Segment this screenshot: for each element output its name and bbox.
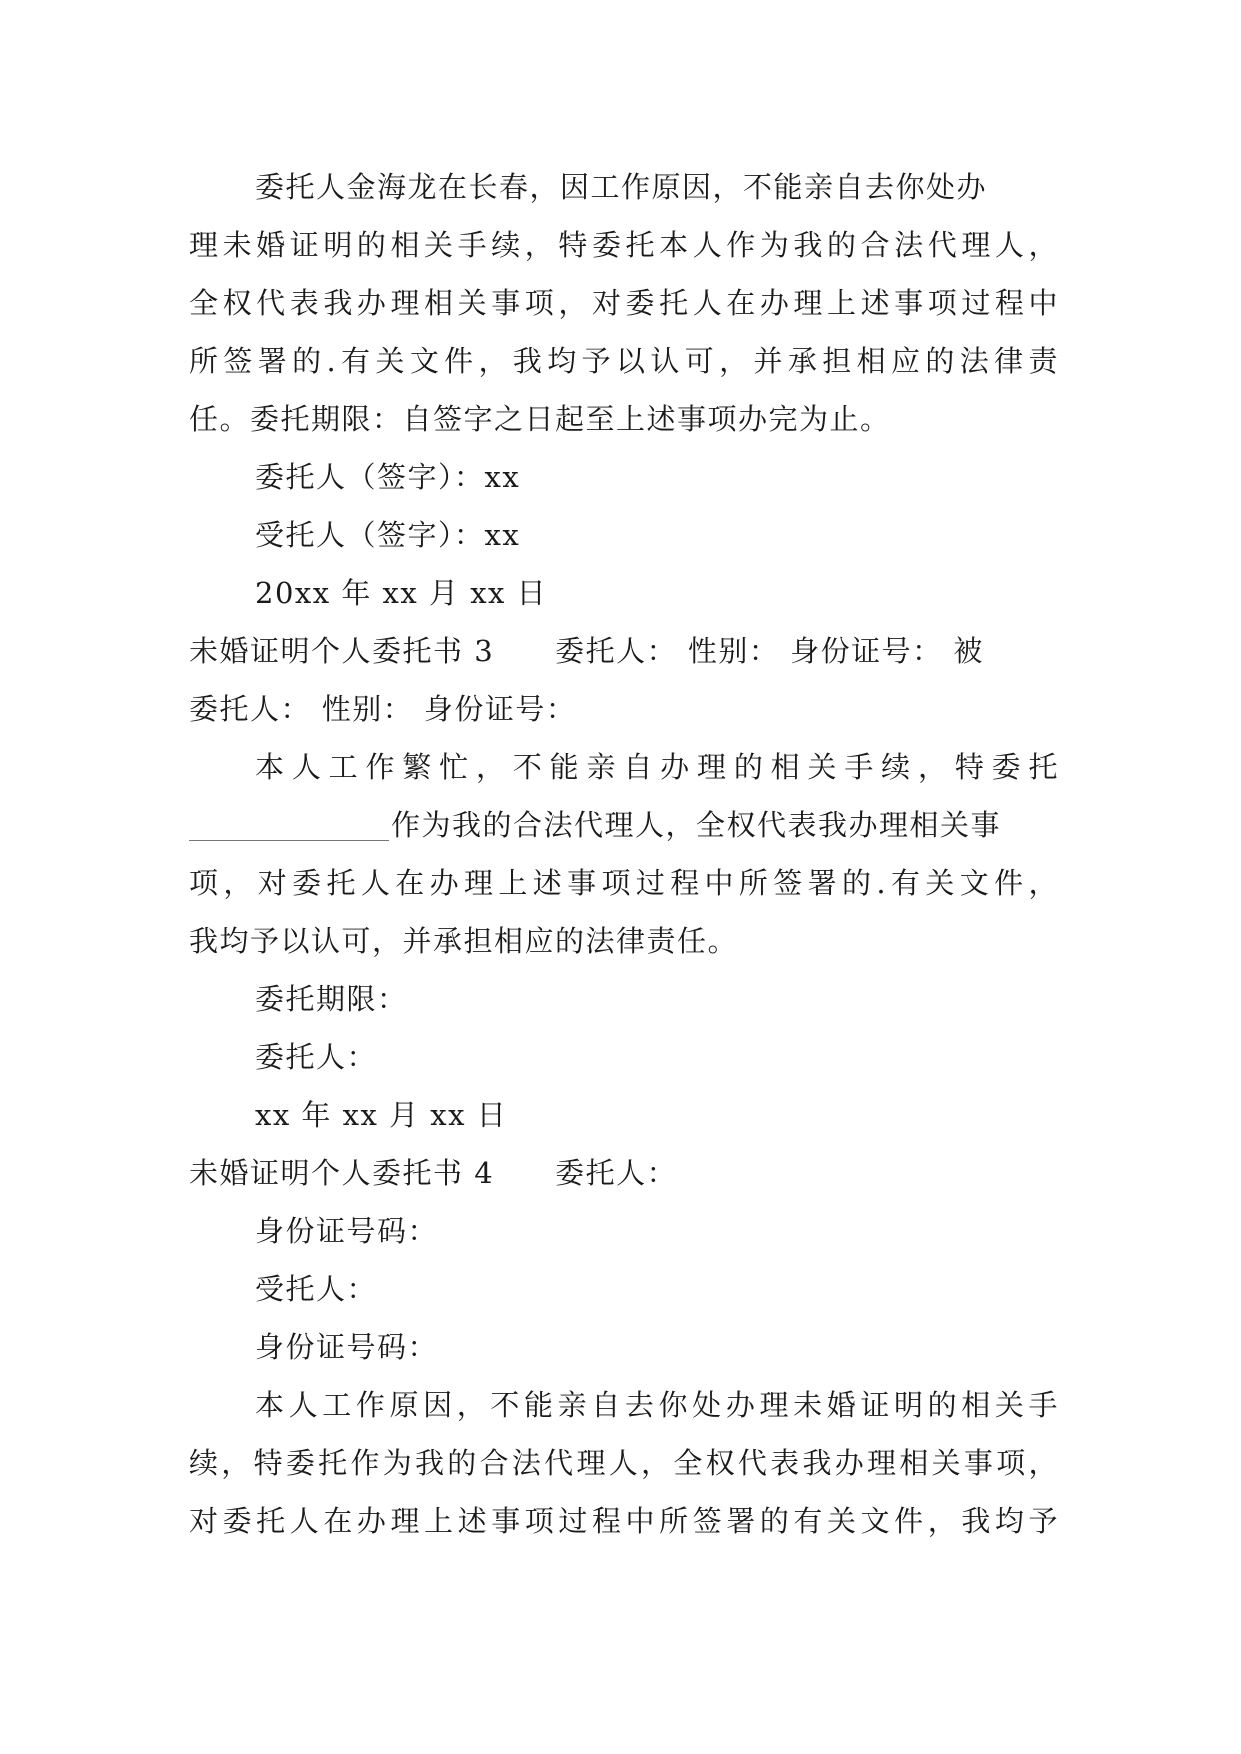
paragraph-4-line-1: 本人工作原因，不能亲自去你处办理未婚证明的相关手 — [255, 1388, 1059, 1422]
section-3-heading-cont: 委托人： 性别： 身份证号： — [189, 692, 577, 726]
date-line-1: 20xx 年 xx 月 xx 日 — [255, 576, 548, 610]
document-body — [189, 158, 1059, 1550]
id-number-label-2: 身份证号码： — [255, 1330, 439, 1364]
term-label: 委托期限： — [255, 982, 408, 1016]
section-3-heading: 未婚证明个人委托书 3 委托人： 性别： 身份证号： 被 — [189, 634, 984, 668]
paragraph-3-line-1: 本人工作繁忙，不能亲自办理的相关手续，特委托 — [255, 750, 1059, 784]
paragraph-1-line-5: 任。委托期限：自签字之日起至上述事项办完为止。 — [189, 402, 891, 436]
trustee-label: 受托人： — [255, 1272, 378, 1306]
paragraph-3-line-3: 项，对委托人在办理上述事项过程中所签署的.有关文件， — [189, 866, 1059, 900]
date-line-2: xx 年 xx 月 xx 日 — [255, 1098, 508, 1132]
entrustor-signature: 委托人（签字）：xx — [255, 460, 521, 494]
paragraph-3-line-4: 我均予以认可，并承担相应的法律责任。 — [189, 924, 739, 958]
entrustor-label: 委托人： — [255, 1040, 378, 1074]
fill-in-blank — [189, 806, 389, 841]
paragraph-3-line-2 — [189, 796, 1059, 854]
paragraph-1-line-2: 理未婚证明的相关手续，特委托本人作为我的合法代理人， — [189, 228, 1059, 262]
section-4-heading: 未婚证明个人委托书 4 委托人： — [189, 1156, 678, 1190]
paragraph-1-line-4: 所签署的.有关文件，我均予以认可，并承担相应的法律责 — [189, 344, 1059, 378]
id-number-label-1: 身份证号码： — [255, 1214, 439, 1248]
paragraph-4-line-2: 续，特委托作为我的合法代理人，全权代表我办理相关事项， — [189, 1446, 1059, 1480]
trustee-signature: 受托人（签字）：xx — [255, 518, 521, 552]
paragraph-4-line-3: 对委托人在办理上述事项过程中所签署的有关文件，我均予 — [189, 1504, 1059, 1538]
paragraph-1-line-1: 委托人金海龙在长春，因工作原因，不能亲自去你处办 — [255, 170, 988, 204]
paragraph-3-line-2-text: 作为我的合法代理人，全权代表我办理相关事 — [391, 808, 1002, 842]
paragraph-1-line-3: 全权代表我办理相关事项，对委托人在办理上述事项过程中 — [189, 286, 1059, 320]
